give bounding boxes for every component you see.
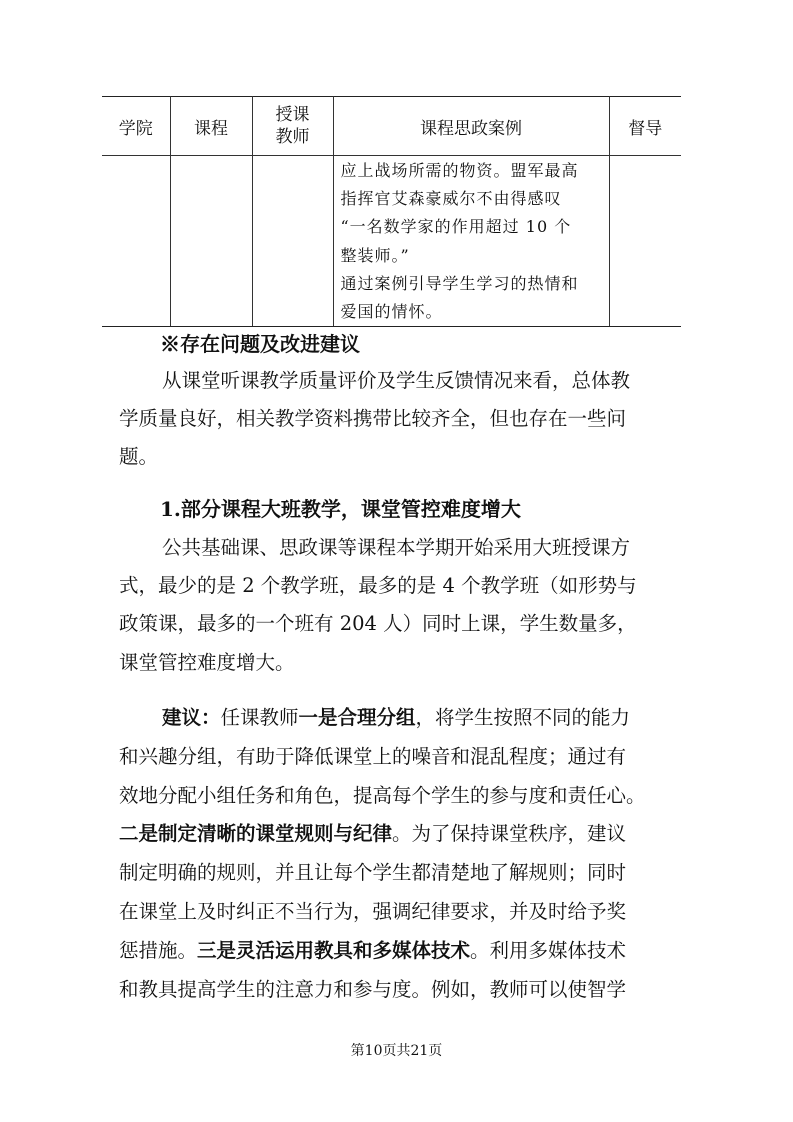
- table-header-row: [102, 97, 681, 156]
- text-line: 和兴趣分组，有助于降低课堂上的噪音和混乱程度；通过有: [119, 744, 627, 768]
- text-line: [119, 932, 681, 971]
- text-line: 公共基础课、思政课等课程本学期开始采用大班授课方: [162, 536, 631, 559]
- text-line: 政策课，最多的一个班有 204 人）同时上课，学生数量多，: [119, 612, 637, 636]
- text-line: 题。: [119, 444, 159, 468]
- suggestion-paragraph: [119, 699, 681, 1009]
- text-line: [119, 815, 681, 854]
- cell-college: [102, 156, 170, 327]
- text-span: 惩措施。: [119, 938, 198, 962]
- issue-paragraph: [119, 529, 681, 682]
- sub-heading: 1.部分课程大班教学，课堂管控难度增大: [160, 497, 521, 521]
- page-footer: 第10页共21页: [350, 1043, 443, 1059]
- text-line: 学质量良好，相关教学资料携带比较齐全，但也存在一些问: [119, 406, 627, 430]
- header-case: 课程思政案例: [333, 97, 609, 156]
- case-line: 爱国的情怀。: [340, 302, 443, 322]
- cell-case: [333, 156, 609, 327]
- case-line: 指挥官艾森豪威尔不由得感叹: [340, 189, 562, 209]
- point-three: 三是灵活运用教具和多媒体技术: [197, 938, 471, 962]
- header-teacher: [252, 97, 333, 156]
- suggestion-label: 建议：: [162, 706, 221, 729]
- text-span: 。为了保持课堂秩序，建议: [392, 822, 627, 846]
- header-course: 课程: [170, 97, 252, 156]
- text-line: [119, 699, 681, 738]
- case-line: 通过案例引导学生学习的热情和: [340, 273, 579, 293]
- section-heading: ※存在问题及改进建议: [160, 332, 360, 356]
- case-line: 整装师。”: [340, 245, 410, 265]
- header-supervisor: 督导: [609, 97, 681, 156]
- text-line: 和教具提高学生的注意力和参与度。例如，教师可以使智学: [119, 977, 627, 1001]
- table-row: [102, 156, 681, 327]
- text-line: 式，最少的是 2 个教学班，最多的是 4 个教学班（如形势与: [119, 574, 637, 598]
- case-line: “一名数学家的作用超过 10 个: [340, 217, 572, 237]
- case-line: 应上战场所需的物资。盟军最高: [340, 161, 579, 180]
- text-line: 课堂管控难度增大。: [119, 650, 295, 674]
- cell-supervisor: [609, 156, 681, 327]
- text-span: 。利用多媒体技术: [470, 938, 627, 962]
- cell-teacher: [252, 156, 333, 327]
- header-college: 学院: [102, 97, 170, 156]
- header-teacher-line: 教师: [275, 127, 310, 147]
- intro-paragraph: [119, 362, 681, 475]
- text-line: 在课堂上及时纠正不当行为，强调纪律要求，并及时给予奖: [119, 899, 627, 923]
- header-teacher-line: 授课: [275, 105, 310, 125]
- supervision-table: [102, 96, 681, 327]
- text-line: 效地分配小组任务和角色，提高每个学生的参与度和责任心。: [119, 783, 646, 807]
- text-line: 制定明确的规则，并且让每个学生都清楚地了解规则；同时: [119, 861, 627, 885]
- text-line: 从课堂听课教学质量评价及学生反馈情况来看，总体教: [162, 369, 631, 392]
- cell-course: [170, 156, 252, 327]
- text-span: 任课教师: [220, 706, 299, 729]
- text-span: ，将学生按照不同的能力: [415, 706, 631, 729]
- point-two: 二是制定清晰的课堂规则与纪律: [119, 822, 393, 846]
- point-one: 一是合理分组: [298, 706, 416, 729]
